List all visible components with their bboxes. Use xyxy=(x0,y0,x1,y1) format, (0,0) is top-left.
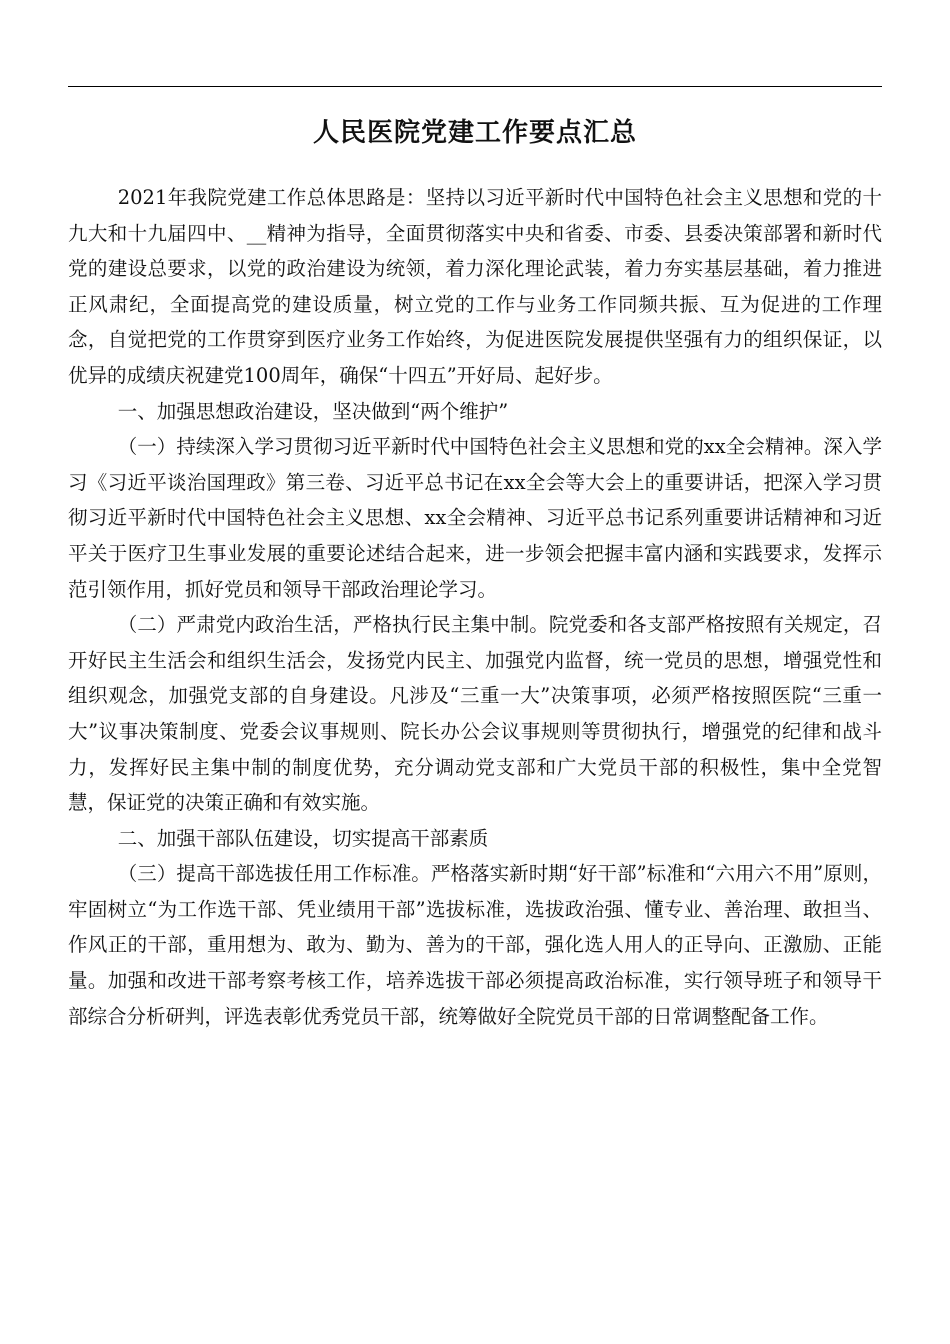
header-rule xyxy=(68,86,882,87)
section-heading-2: 二、加强干部队伍建设，切实提高干部素质 xyxy=(117,826,489,850)
item-paragraph-1: （一）持续深入学习贯彻习近平新时代中国特色社会主义思想和党的xx全会精神。深入学习《习近平谈治国理政》第三卷、习近平总书记在xx全会等大会上的重要讲话，把深入学习贯彻习近平新时代中国特色社会主义思想、xx全会精神、习近平总书记系列重要讲话精神和习近平关于医疗卫生事业发展的重要论述结合起来，进一步领会把握丰富内涵和实践要求，发挥示范引领作用，抓好党员和领导干部政治理论学习。 xyxy=(68,435,882,601)
item-paragraph-2: （二）严肃党内政治生活，严格执行民主集中制。院党委和各支部严格按照有关规定，召开好民主生活会和组织生活会，发扬党内民主、加强党内监督，统一党员的思想，增强党性和组织观念，加强党支部的自身建设。凡涉及“三重一大”决策事项，必须严格按照医院“三重一大”议事决策制度、党委会议事规则、院长办公会议事规则等贯彻执行，增强党的纪律和战斗力，发挥好民主集中制的制度优势，充分调动党支部和广大党员干部的积极性，集中全党智慧，保证党的决策正确和有效实施。 xyxy=(68,613,882,815)
intro-paragraph: 2021年我院党建工作总体思路是：坚持以习近平新时代中国特色社会主义思想和党的十九大和十九届四中、__精神为指导，全面贯彻落实中央和省委、市委、县委决策部署和新时代党的建设总要求，以党的政治建设为统领，着力深化理论武装，着力夯实基层基础，着力推进正风肃纪，全面提高党的建设质量，树立党的工作与业务工作同频共振、互为促进的工作理念，自觉把党的工作贯穿到医疗业务工作始终，为促进医院发展提供坚强有力的组织保证，以优异的成绩庆祝建党100周年，确保“十四五”开好局、起好步。 xyxy=(68,186,882,387)
document-body xyxy=(68,180,882,1034)
document-title: 人民医院党建工作要点汇总 xyxy=(312,118,637,149)
section-heading-1: 一、加强思想政治建设，坚决做到“两个维护” xyxy=(117,399,509,423)
item-paragraph-3: （三）提高干部选拔任用工作标准。严格落实新时期“好干部”标准和“六用六不用”原则，牢固树立“为工作选干部、凭业绩用干部”选拔标准，选拔政治强、懂专业、善治理、敢担当、作风正的干部，重用想为、敢为、勤为、善为的干部，强化选人用人的正导向、正激励、正能量。加强和改进干部考察考核工作，培养选拔干部必须提高政治标准，实行领导班子和领导干部综合分析研判，评选表彰优秀党员干部，统筹做好全院党员干部的日常调整配备工作。 xyxy=(68,862,882,1028)
